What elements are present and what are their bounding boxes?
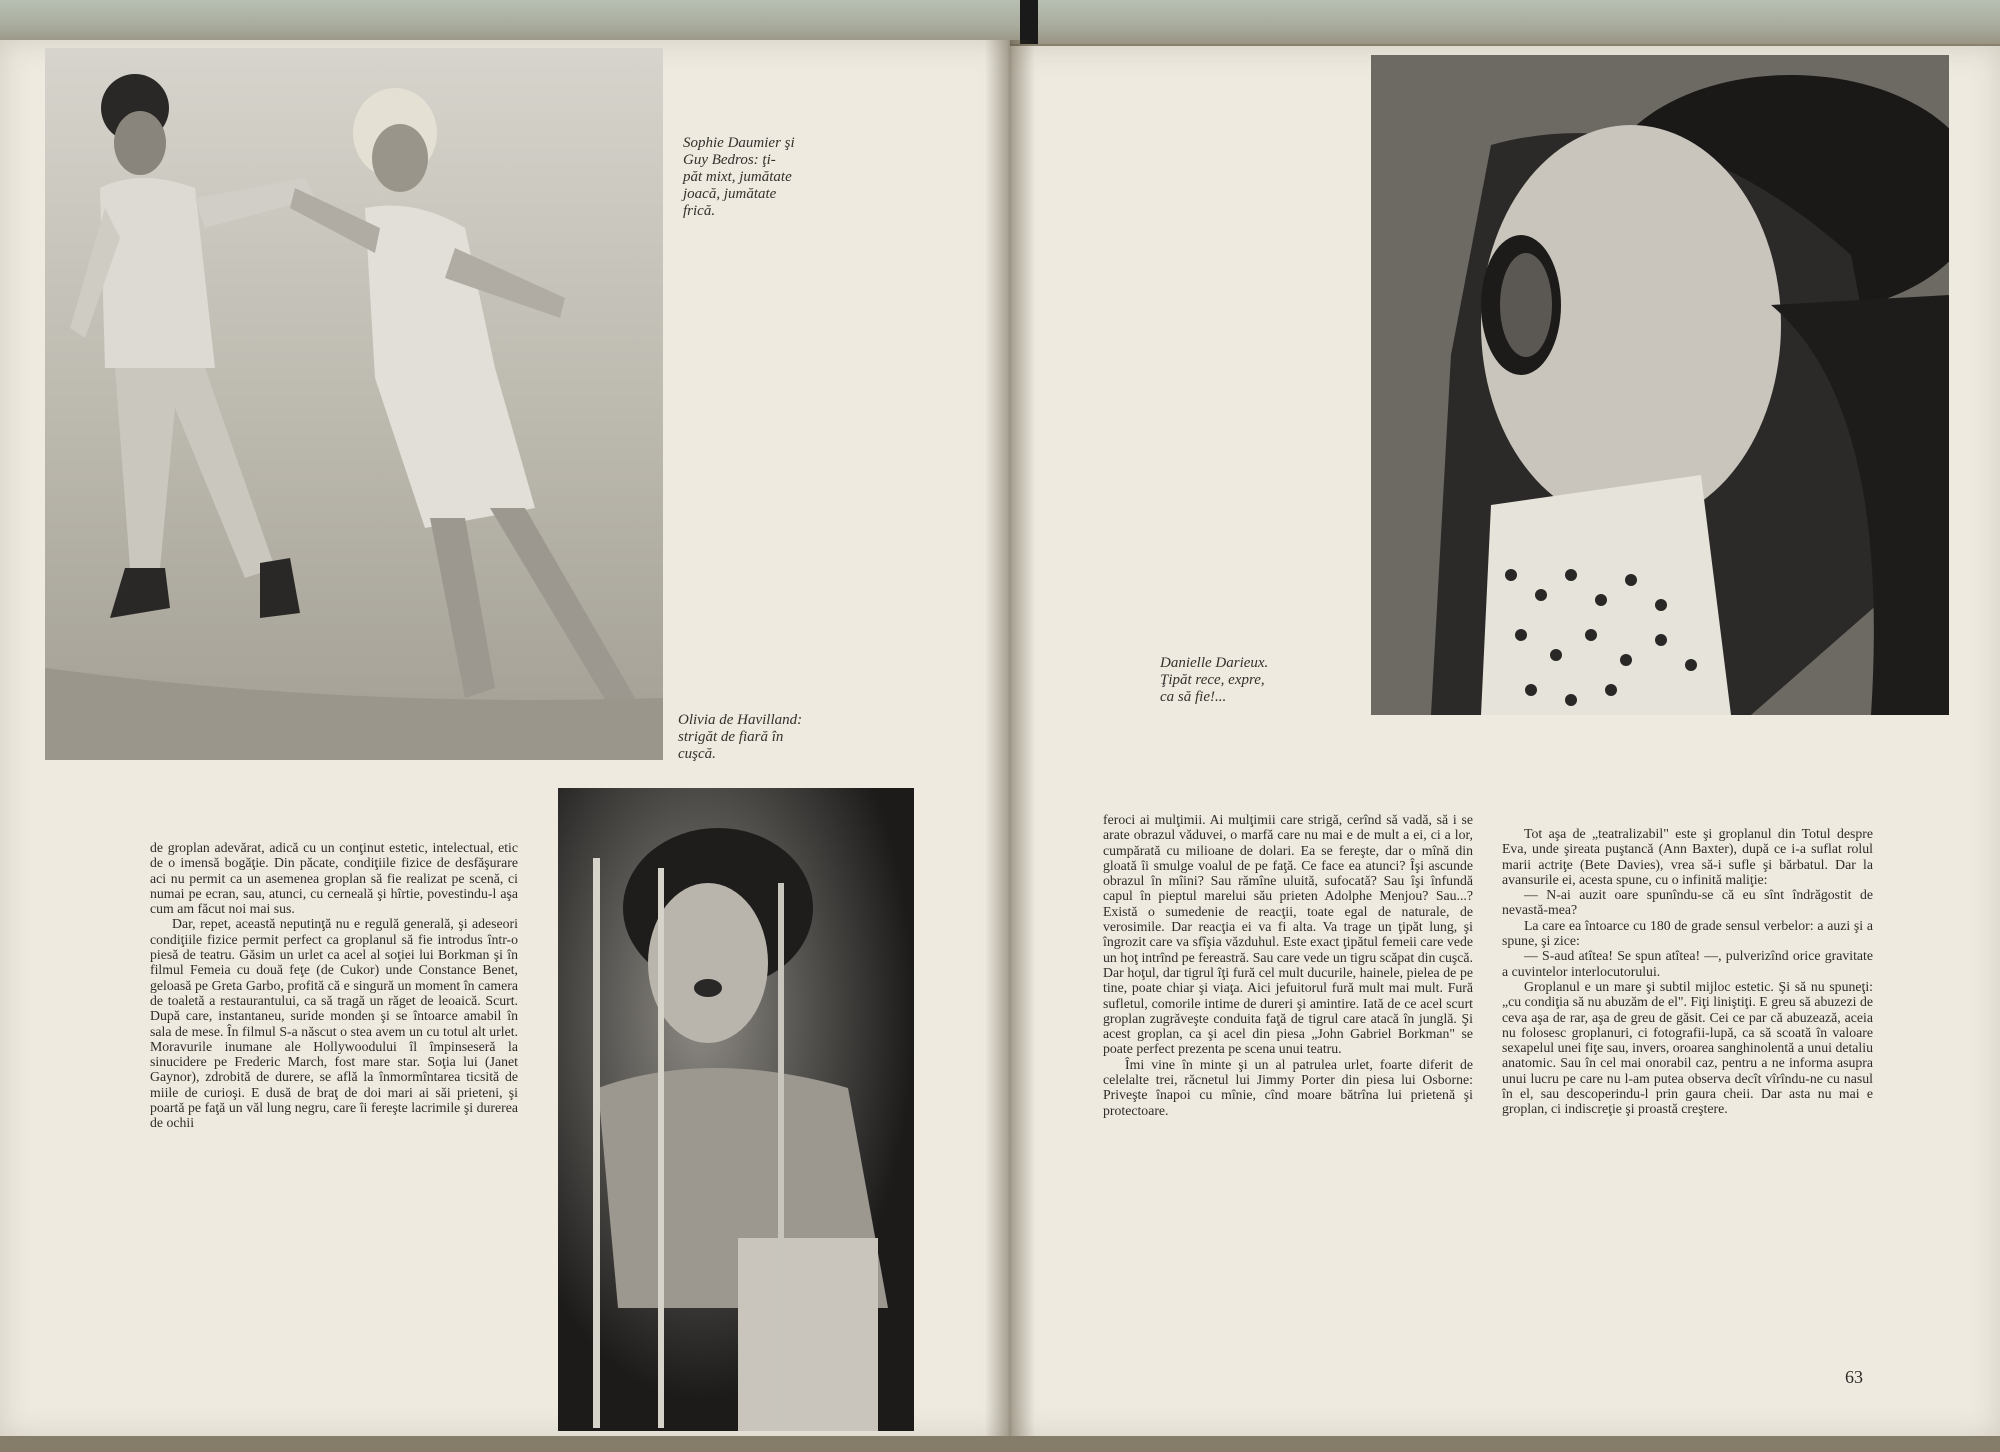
scream-photo [1371,55,1949,715]
paragraph: — S-aud atîtea! Se spun atîtea! —, pulverizînd orice gravitate a cuvintelor interlocutorului. [1502,948,1873,979]
paragraph: Îmi vine în minte şi un al patrulea urlet, foarte diferit de celelalte trei, răcnetul lui Jimmy Porter din piesa lui Osborne: Priveşte înapoi cu mînie, cînd moare bătrîna lui prietenă şi protectoare. [1103,1056,1473,1118]
book-spine [1020,0,1038,44]
beach-photo [45,48,663,760]
text-column-right [1502,826,1873,1117]
page-gutter [985,40,1035,1438]
paragraph: La care ea întoarce cu 180 de grade sensul verbelor: a auzi şi a spune, şi zice: [1502,917,1873,949]
text-column-left [150,840,518,1131]
paragraph: feroci ai mulţimii. Ai mulţimii care strigă, cerînd să vadă, să i se arate obrazul văduvei, o marfă care nu mai e de mult a ei, ci a lor, cumpărată cu milioane de dolari. Ea se fereşte, dar o mînă din gloată îi smulge voalul de pe faţă. Ce face ea atunci? Îşi ascunde obrazul în mîini? Sau rămîne uluită, sufocată? Sau îşi înfundă capul în pieptul marelui său prieten Adolphe Menjou? Sau...? Există o sumedenie de reacţii, toate egal de naturale, de verosimile. Dar reacţia ei va fi alta. Va trage un ţipăt lung, şi îngrozit care va sfîşia văzduhul. Este exact ţipătul femeii care vede un hoţ intrînd pe fereastră. Sau care vede un tigru scăpat din cuşcă. Dar hoţul, dar tigrul îţi fură cel mult ducurile, hainele, pielea de pe tine, poate chiar şi viaţa. Aici jefuitorul fură mult mai mult. Fură sufletul, comorile intime de dureri şi amintire. Iată de ce acel scurt groplan zugrăveşte conduita faţă de tigrul care atacă în junglă. Şi acest groplan, ca şi acel din piesa „John Gabriel Borkman" se poate perfect prezenta pe scena unui teatru. [1103,812,1473,1057]
paragraph: Groplanul e un mare şi subtil mijloc estetic. Şi să nu spuneţi: „cu condiţia să nu abuzăm de el". Fiţi liniştiţi. E greu să abuzezi de ceva aşa de rar, aşa de greu de găsit. Cei ce par că abuzează, aceia nu folosesc groplanuri, ci fotografii-lupă, ca să scoată în valoare sexapelul unei fiţe sau, invers, oroarea sanghinolentă a unui detaliu anatomic. Sau în cel mai onorabil caz, pentru a ne informa asupra unui lucru pe care nu l-am putea observa decît vîrîndu-ne cu nasul în el, sau descoperindu-l prin gaura cheii. Dar asta nu mai e groplan, ci indiscreţie şi proastă creştere. [1502,978,1873,1117]
cage-photo [558,788,914,1431]
paragraph: Dar, repet, această neputinţă nu e regulă generală, şi adeseori condiţiile fizice permit perfect ca groplanul să fie introdus într-o piesă de teatru. Găsim un urlet ca acel al soţiei lui Borkman şi în filmul Femeia cu două feţe (de Cukor) unde Constance Benet, geloasă pe Greta Garbo, profită că e singură un moment în camera de toaletă a restaurantului, ca să tragă un răget de leoaică. Scurt. După care, instantaneu, suride monden şi se întoarce amabil în sala de mese. În filmul S-a născut o stea avem un cu totul alt urlet. Moravurile inumane ale Hollywoodului îl împinseseră la sinucidere pe Frederic March, fost mare star. Soţia lui (Janet Gaynor), zdrobită de durere, se află la înmormîntarea ticsită de miile de curioşi. E dusă de braţ de doi mari ai săi prieteni, şi poartă pe faţă un văl lung negru, care îi fereşte lacrimile şi durerea de ochii [150,916,518,1131]
text-column-middle [1103,812,1473,1118]
book-top-edge [0,0,2000,44]
paragraph: de groplan adevărat, adică cu un conţinut estetic, intelectual, etic de o imensă bogăţie. Din păcate, condiţiile fizice de desfăşurare aci nu permit ca un asemenea groplan să fie realizat pe scenă, ci numai pe ecran, sau, atunci, cu cerneală şi hîrtie, povestindu-l aşa cum am făcut noi mai sus. [150,840,518,917]
book-bottom-edge [0,1436,2000,1452]
paragraph: — N-ai auzit oare spunîndu-se că eu sînt îndrăgostit de nevastă-mea? [1502,887,1873,918]
caption-daumier-bedros: Sophie Daumier şi Guy Bedros: ţi- păt mixt, jumătate joacă, jumătate frică. [683,135,795,219]
caption-darrieux: Danielle Darieux. Ţipăt rece, expre, ca să fie!... [1160,655,1269,705]
page-number: 63 [1845,1367,1863,1387]
paragraph: Tot aşa de „teatralizabil" este şi groplanul din Totul despre Eva, unde şireata puştancă (Ann Baxter), după ce i-a suflat rolul marii actriţe (Bete Davies), vrea să-i sufle şi bărbatul. Dar la avansurile ei, acesta spune, cu o infinită maliţie: [1502,826,1873,887]
caption-de-havilland: Olivia de Havilland: strigăt de fiară în cuşcă. [678,712,803,762]
